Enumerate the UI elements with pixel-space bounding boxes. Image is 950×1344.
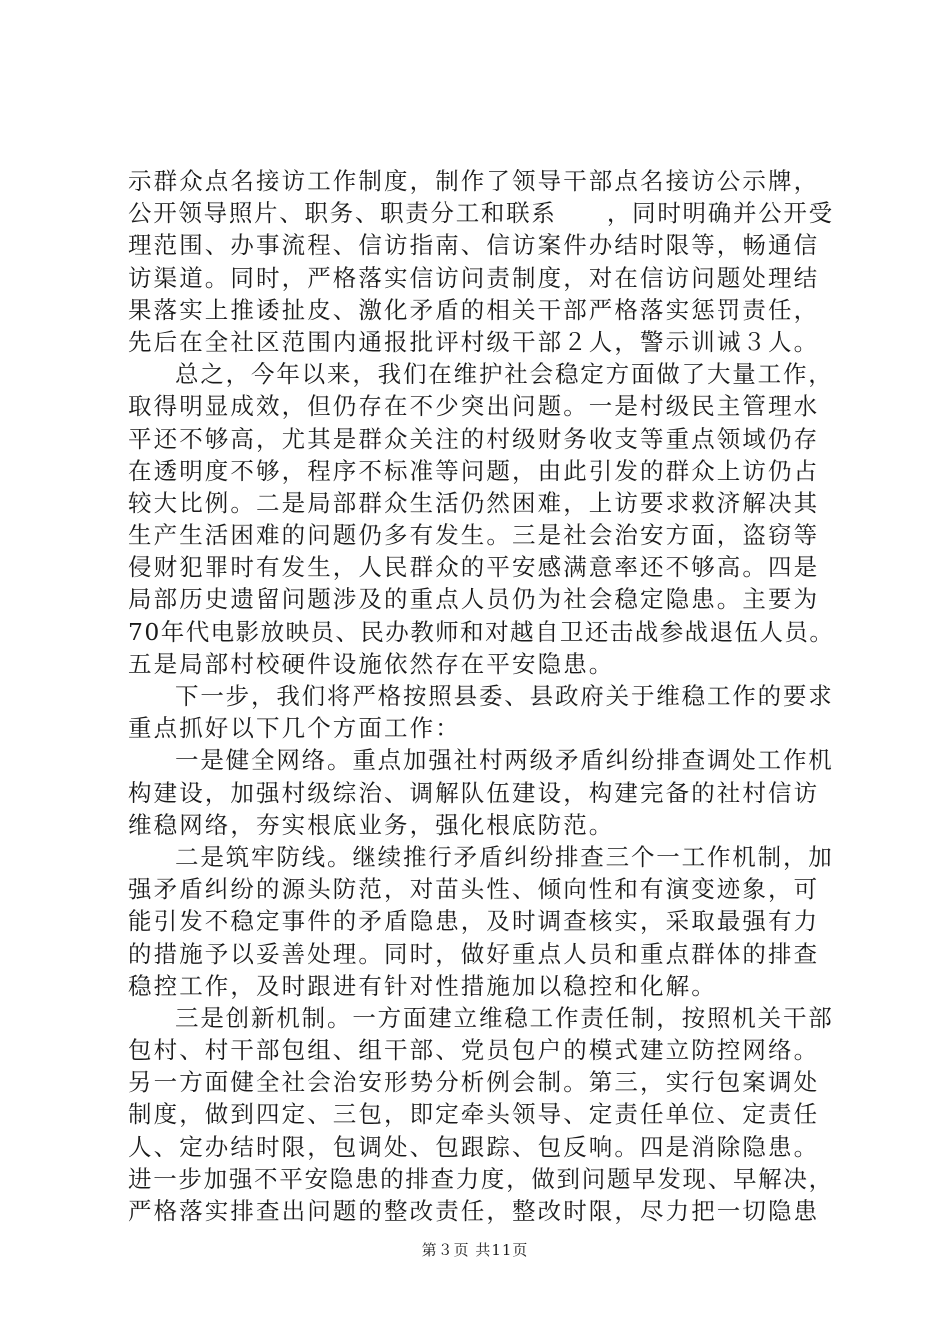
text-line: 一是健全网络。重点加强社村两级矛盾纠纷排查调处工作机 <box>175 746 834 775</box>
text-line: 侵财犯罪时有发生，人民群众的平安感满意率还不够高。四是 <box>128 553 820 582</box>
text-line: 的措施予以妥善处理。同时，做好重点人员和重点群体的排查 <box>128 939 820 968</box>
text-line: 局部历史遗留问题涉及的重点人员仍为社会稳定隐患。主要为 <box>128 585 820 614</box>
text-line: 在透明度不够，程序不标准等问题，由此引发的群众上访仍占 <box>128 456 820 485</box>
text-line: 进一步加强不平安隐患的排查力度，做到问题早发现、早解决， <box>128 1164 834 1193</box>
page-footer: 第３页 共11页 <box>421 1241 529 1259</box>
text-line: 能引发不稳定事件的矛盾隐患，及时调查核实，采取最强有力 <box>128 907 820 936</box>
text-line: 五是局部村校硬件设施依然存在平安隐患。 <box>128 649 615 678</box>
text-line: 制度，做到四定、三包，即定牵头领导、定责任单位、定责任 <box>128 1100 820 1129</box>
text-line: 示群众点名接访工作制度，制作了领导干部点名接访公示牌， <box>128 167 820 195</box>
text-line: 公开领导照片、职务、职责分工和联系 ，同时明确并公开受 <box>128 199 834 228</box>
text-line: 果落实上推诿扯皮、激化矛盾的相关干部严格落实惩罚责任， <box>128 295 820 324</box>
text-line: 重点抓好以下几个方面工作： <box>128 714 461 743</box>
text-line: 较大比例。二是局部群众生活仍然困难，上访要求救济解决其 <box>128 488 820 517</box>
text-line: 严格落实排查出问题的整改责任，整改时限，尽力把一切隐患 <box>128 1197 820 1225</box>
text-line: 取得明显成效，但仍存在不少突出问题。一是村级民主管理水 <box>128 392 820 421</box>
text-line: 先后在全社区范围内通报批评村级干部２人，警示训诫３人。 <box>128 327 820 356</box>
text-line: 人、定办结时限，包调处、包跟踪、包反响。四是消除隐患。 <box>128 1132 820 1161</box>
text-line: 平还不够高，尤其是群众关注的村级财务收支等重点领域仍存 <box>128 424 820 453</box>
text-line: 访渠道。同时，严格落实信访问责制度，对在信访问题处理结 <box>128 263 820 292</box>
text-line: 理范围、办事流程、信访指南、信访案件办结时限等，畅通信 <box>128 231 820 260</box>
text-line: 包村、村干部包组、组干部、党员包户的模式建立防控网络。 <box>128 1036 820 1065</box>
text-line: 下一步，我们将严格按照县委、县政府关于维稳工作的要求 <box>175 682 834 710</box>
text-line: 三是创新机制。一方面建立维稳工作责任制，按照机关干部 <box>175 1003 834 1032</box>
text-line: 总之，今年以来，我们在维护社会稳定方面做了大量工作， <box>175 360 834 389</box>
text-line: 二是筑牢防线。继续推行矛盾纠纷排查三个一工作机制，加 <box>175 842 834 871</box>
text-line: 70年代电影放映员、民办教师和对越自卫还击战参战退伍人员。 <box>128 617 835 646</box>
text-line: 维稳网络，夯实根底业务，强化根底防范。 <box>128 810 615 839</box>
text-line: 稳控工作，及时跟进有针对性措施加以稳控和化解。 <box>128 971 717 1000</box>
text-line: 构建设，加强村级综治、调解队伍建设，构建完备的社村信访 <box>128 778 820 807</box>
text-line: 强矛盾纠纷的源头防范，对苗头性、倾向性和有演变迹象，可 <box>128 875 820 904</box>
document-body <box>128 165 834 1227</box>
text-line: 另一方面健全社会治安形势分析例会制。第三，实行包案调处 <box>128 1068 820 1097</box>
text-line: 生产生活困难的问题仍多有发生。三是社会治安方面，盗窃等 <box>128 521 820 550</box>
